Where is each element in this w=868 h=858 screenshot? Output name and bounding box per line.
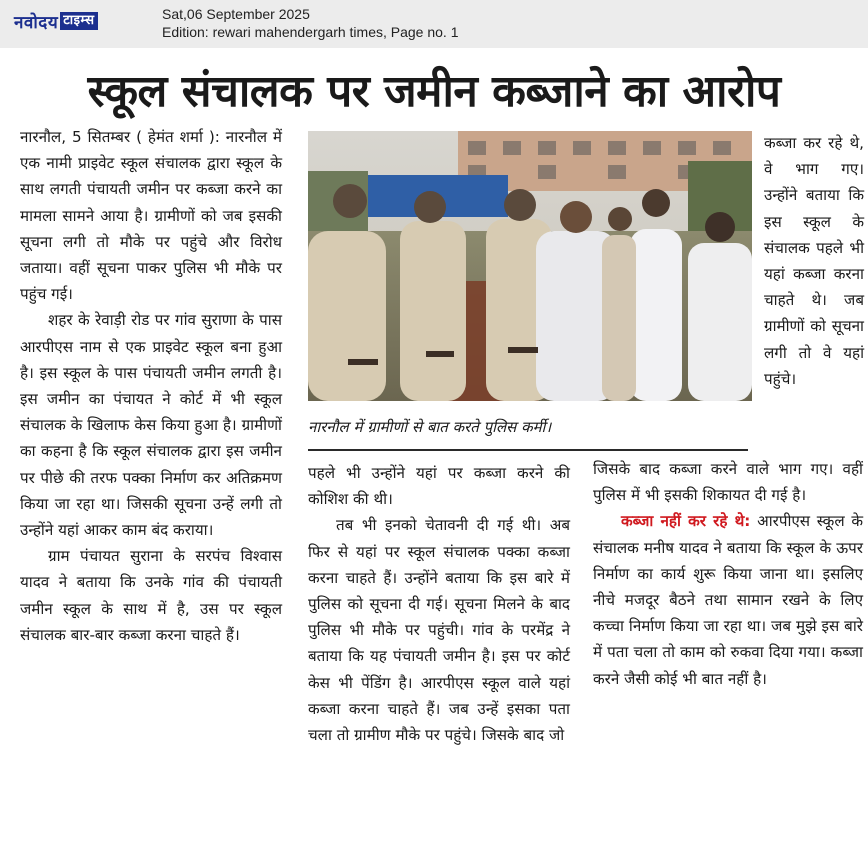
edition-name: Edition: rewari mahendergarh times, Page no. 1 xyxy=(162,24,459,40)
paragraph: पहले भी उन्होंने यहां पर कब्जा करने की कोशिश की थी। xyxy=(308,464,570,509)
article-headline: स्कूल संचालक पर जमीन कब्जाने का आरोप xyxy=(87,66,781,117)
paragraph: नारनौल, 5 सितम्बर ( हेमंत शर्मा ): नारनौल में एक नामी प्राइवेट स्कूल संचालक द्वारा स्कूल के साथ लगती पंचायती जमीन पर कब्जा करने का मामला सामने आया है। ग्रामीणों को जब इसकी सूचना लगी तो मौके पर पहुंचे और विरोध जताया। वहीं सूचना पाकर पुलिस भी मौके पर पहुंच गई। xyxy=(20,128,282,304)
paragraph xyxy=(593,508,863,691)
article-column-3 xyxy=(593,456,863,692)
article-column-2 xyxy=(308,460,570,748)
article-column-right-narrow xyxy=(764,130,864,392)
subheading: कब्जा नहीं कर रहे थे: xyxy=(621,512,751,531)
photo-caption: नारनौल में ग्रामीणों से बात करते पुलिस कर्मी। xyxy=(308,418,552,436)
edition-date: Sat,06 September 2025 xyxy=(162,6,310,22)
news-photo xyxy=(308,131,752,401)
paragraph: तब भी इनको चेतावनी दी गई थी। अब फिर से यहां पर स्कूल संचालक पक्का कब्जा करना चाहते हैं। उन्होंने बताया कि इस बारे में पुलिस को सूचना दी गई। सूचना मिलने के बाद पुलिस भी मौके पर पहुंची। गांव के परमेंद्र ने बताया कि यह पंचायती जमीन है। इस पर कोर्ट केस भी पेंडिंग है। आरपीएस स्कूल वाले यहां कब्जा करना चाहते हैं। जब उन्हें इसका पता चला तो ग्रामीण मौके पर पहुंचे। जिसके बाद जो xyxy=(308,516,570,745)
paragraph: कब्जा कर रहे थे, वे भाग गए। उन्होंने बताया कि इस स्कूल के संचालक पहले भी यहां कब्जा करना चाहते थे। जब ग्रामीणों को सूचना लगी तो वे यहां पहुंचे। xyxy=(764,134,864,388)
article-column-1 xyxy=(20,124,282,648)
paragraph: ग्राम पंचायत सुराना के सरपंच विश्वास यादव ने बताया कि उनके गांव की पंचायती जमीन स्कूल के साथ में है, उस पर स्कूल संचालक बार-बार कब्जा करना चाहते हैं। xyxy=(20,547,282,644)
paragraph: जिसके बाद कब्जा करने वाले भाग गए। वहीं पुलिस में भी इसकी शिकायत दी गई है। xyxy=(593,460,863,505)
masthead-bar xyxy=(0,0,868,48)
edition-info xyxy=(162,5,459,41)
paragraph: शहर के रेवाड़ी रोड पर गांव सुराणा के पास आरपीएस नाम से एक प्राइवेट स्कूल बना हुआ है। इस स्कूल के पास पंचायती जमीन लगती है। इस जमीन का पंचायत ने कोर्ट में भी स्कूल संचालक के खिलाफ केस किया हुआ है। ग्रामीणों का कहना है कि स्कूल संचालक द्वारा इस जमीन पर पीछे की तरफ पक्का निर्माण कर अतिक्रमण किया जा रहा था। जिसकी सूचना उन्हें लगी तो उन्होंने यहां आकर काम बंद कराया। xyxy=(20,311,282,540)
caption-divider xyxy=(308,449,748,451)
newspaper-logo[interactable] xyxy=(14,9,98,33)
logo-sub: टाइम्स xyxy=(60,12,97,30)
logo-main: नवोदय xyxy=(14,12,59,33)
paragraph-text: आरपीएस स्कूल के संचालक मनीष यादव ने बताया कि स्कूल के ऊपर निर्माण का कार्य शुरू किया जाना था। इसलिए नीचे मजदूर बैठने तथा सामान रखने के लिए कच्चा निर्माण किया जा रहा था। जब मुझे इस बारे में पता चला तो काम को रुकवा दिया गया। कब्जा करने जैसी कोई भी बात नहीं है। xyxy=(593,512,864,688)
